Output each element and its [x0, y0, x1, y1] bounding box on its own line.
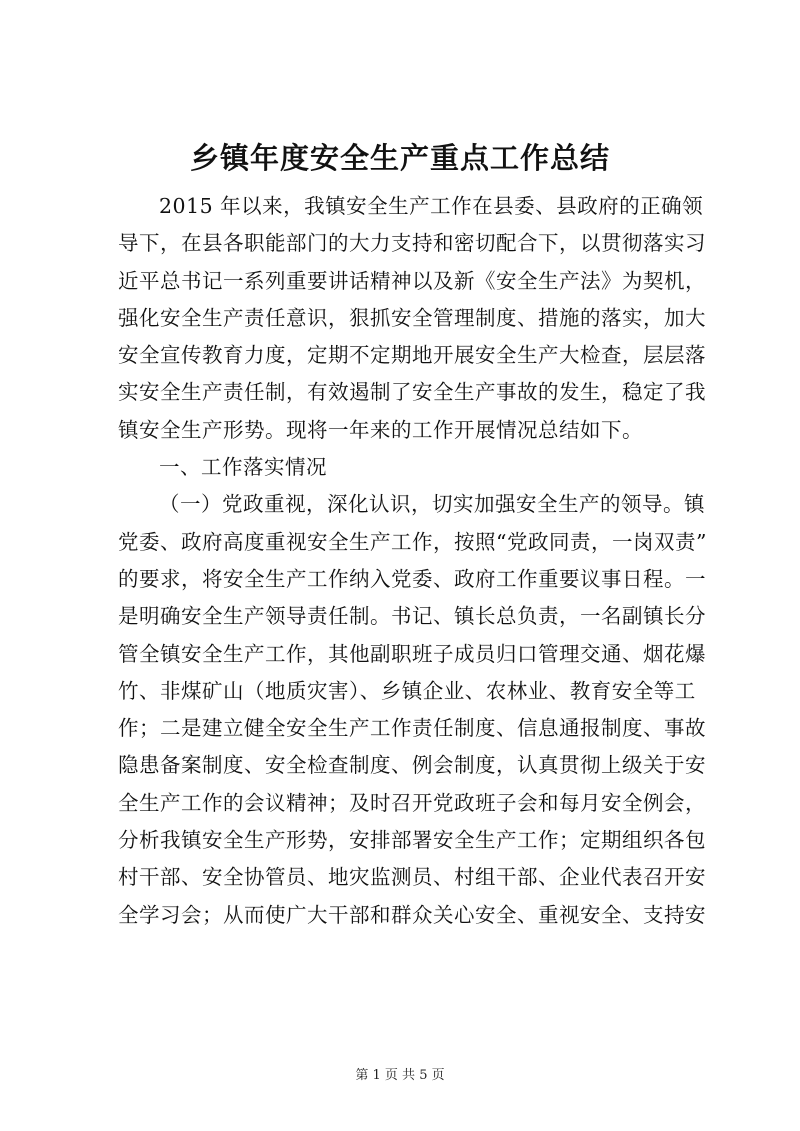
- body-line: 安全宣传教育力度，定期不定期地开展安全生产大检查，层层落: [118, 343, 706, 368]
- body-line: 实安全生产责任制，有效遏制了安全生产事故的发生，稳定了我: [118, 380, 706, 405]
- body-line: 党委、政府高度重视安全生产工作，按照“党政同责，一岗双责”: [118, 529, 707, 554]
- body-line: 分析我镇安全生产形势，安排部署安全生产工作；定期组织各包: [118, 828, 706, 853]
- body-line: 是明确安全生产领导责任制。书记、镇长总负责，一名副镇长分: [118, 604, 706, 629]
- body-line: 的要求，将安全生产工作纳入党委、政府工作重要议事日程。一: [118, 566, 706, 591]
- document-title: 乡镇年度安全生产重点工作总结: [189, 141, 610, 175]
- body-line: 隐患备案制度、安全检查制度、例会制度，认真贯彻上级关于安: [118, 753, 706, 778]
- body-line: 2015 年以来，我镇安全生产工作在县委、县政府的正确领: [159, 194, 704, 218]
- body-line: 竹、非煤矿山（地质灾害）、乡镇企业、农林业、教育安全等工: [118, 678, 696, 703]
- body-line: （一）党政重视，深化认识，切实加强安全生产的领导。镇: [159, 492, 705, 517]
- body-line: 强化安全生产责任意识，狠抓安全管理制度、措施的落实，加大: [118, 305, 706, 330]
- body-line: 导下，在县各职能部门的大力支持和密切配合下，以贯彻落实习: [118, 231, 706, 256]
- body-line: 近平总书记一系列重要讲话精神以及新《安全生产法》为契机，: [118, 268, 706, 293]
- body-line: 全生产工作的会议精神；及时召开党政班子会和每月安全例会，: [118, 790, 706, 815]
- section-heading: 一、工作落实情况: [159, 455, 327, 480]
- body-line: 全学习会；从而使广大干部和群众关心安全、重视安全、支持安: [118, 902, 706, 927]
- document-body: [118, 188, 718, 934]
- page-footer: 第 1 页 共 5 页: [355, 1068, 445, 1083]
- body-line: 作；二是建立健全安全生产工作责任制度、信息通报制度、事故: [118, 716, 706, 741]
- body-line: 管全镇安全生产工作，其他副职班子成员归口管理交通、烟花爆: [118, 641, 706, 666]
- body-line: 镇安全生产形势。现将一年来的工作开展情况总结如下。: [118, 417, 643, 442]
- body-line: 村干部、安全协管员、地灾监测员、村组干部、企业代表召开安: [118, 865, 706, 890]
